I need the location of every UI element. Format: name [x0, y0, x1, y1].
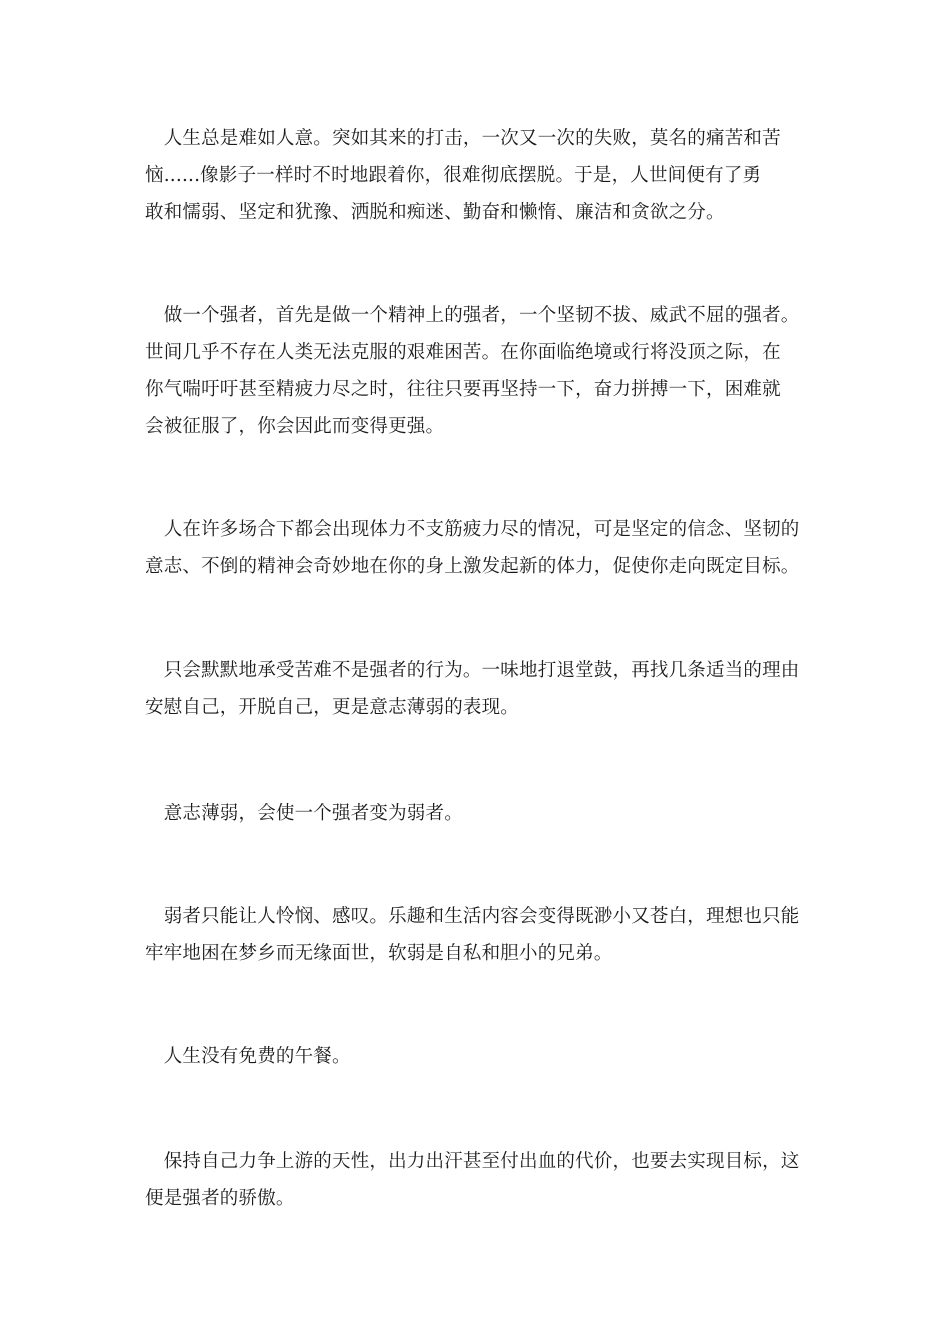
paragraph-1: 人生总是难如人意。突如其来的打击，一次又一次的失败，莫名的痛苦和苦 恼......像影子一样时不时地跟着你，很难彻底摆脱。于是，人世间便有了勇 敢和懦弱、坚定和犹豫、洒脱和痴迷、勤奋和懒惰、廉洁和贪欲之分。	[145, 128, 781, 223]
paragraph-3: 人在许多场合下都会出现体力不支筋疲力尽的情况，可是坚定的信念、坚韧的 意志、不倒的精神会奇妙地在你的身上激发起新的体力，促使你走向既定目标。	[145, 519, 800, 577]
paragraph-8: 保持自己力争上游的天性，出力出汗甚至付出血的代价，也要去实现目标，这 便是强者的骄傲。	[145, 1151, 800, 1209]
paragraph-4: 只会默默地承受苦难不是强者的行为。一味地打退堂鼓，再找几条适当的理由 安慰自己，开脱自己，更是意志薄弱的表现。	[145, 660, 800, 718]
paragraph-6: 弱者只能让人怜悯、感叹。乐趣和生活内容会变得既渺小又苍白，理想也只能 牢牢地困在梦乡而无缘面世，软弱是自私和胆小的兄弟。	[145, 906, 800, 964]
paragraph-7: 人生没有免费的午餐。	[145, 1046, 351, 1067]
paragraph-5: 意志薄弱，会使一个强者变为弱者。	[145, 803, 463, 824]
paragraph-2: 做一个强者，首先是做一个精神上的强者，一个坚韧不拔、威武不屈的强者。 世间几乎不存在人类无法克服的艰难困苦。在你面临绝境或行将没顶之际，在 你气喘吁吁甚至精疲力尽之时，往往只要再坚持一下，奋力拼搏一下，困难就 会被征服了，你会因此而变得更强。	[145, 305, 800, 437]
